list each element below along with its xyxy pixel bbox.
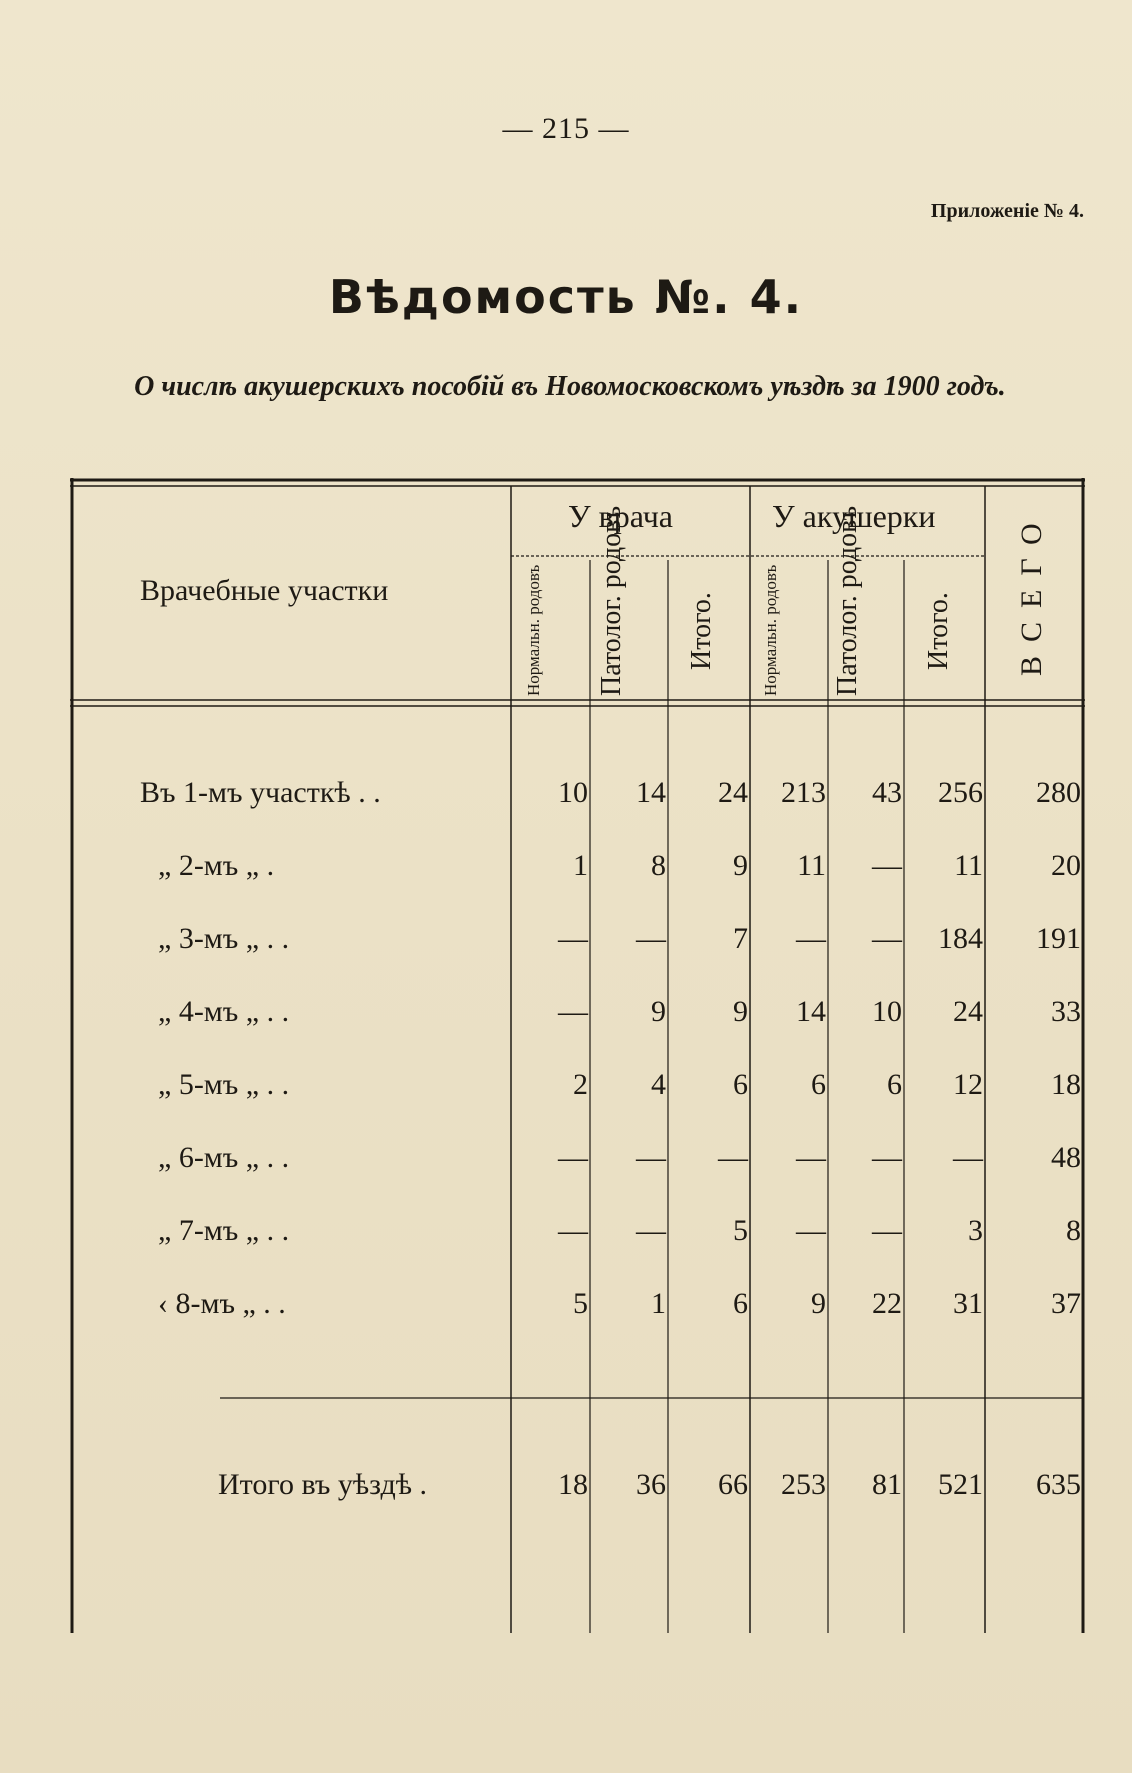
cell-doctor-pathol: — (636, 922, 666, 955)
midwife-pathol-header: Патолог. родовъ (832, 505, 863, 696)
cell-midwife-total: 31 (953, 1287, 983, 1320)
cell-doctor-normal: 5 (573, 1287, 588, 1320)
cell-midwife-normal: 213 (781, 776, 826, 809)
doctor-pathol-header: Патолог. родовъ (596, 505, 627, 696)
cell-midwife-normal: — (796, 1141, 826, 1174)
midwife-normal-header: Нормальн. родовъ (761, 564, 780, 696)
doctor-normal-header: Нормальн. родовъ (524, 564, 543, 696)
cell-total-all: 8 (1066, 1214, 1081, 1247)
cell-total-all: 191 (1036, 922, 1081, 955)
cell-midwife-total: — (953, 1141, 983, 1174)
cell-doctor-total: 5 (733, 1214, 748, 1247)
cell-total-all: 280 (1036, 776, 1081, 809)
cell-doctor-total: 24 (718, 776, 748, 809)
row-label: „ 3-мъ „ . . (158, 922, 290, 955)
cell-doctor-normal: — (558, 922, 588, 955)
cell-midwife-pathol: — (872, 849, 902, 882)
cell-midwife-normal: — (796, 1214, 826, 1247)
cell-doctor-total: 7 (733, 922, 748, 955)
cell-doctor-total: 6 (733, 1068, 748, 1101)
cell-midwife-pathol: 6 (887, 1068, 902, 1101)
cell-midwife-normal: — (796, 922, 826, 955)
cell-midwife-pathol: — (872, 1214, 902, 1247)
cell-doctor-pathol: 14 (636, 776, 666, 809)
cell-total-all: 48 (1051, 1141, 1081, 1174)
cell-doctor-normal: 10 (558, 776, 588, 809)
total-doctor-pathol: 36 (636, 1468, 666, 1501)
cell-doctor-normal: 2 (573, 1068, 588, 1101)
group-doctor-header: У врача (568, 498, 673, 534)
cell-doctor-normal: 1 (573, 849, 588, 882)
cell-doctor-pathol: — (636, 1214, 666, 1247)
total-doctor-normal: 18 (558, 1468, 588, 1501)
group-midwife-header: У акушерки (772, 498, 936, 534)
cell-total-all: 37 (1051, 1287, 1081, 1320)
appendix-label: Приложеніе № 4. (930, 200, 1084, 222)
cell-midwife-total: 24 (953, 995, 983, 1028)
cell-midwife-normal: 11 (797, 849, 826, 882)
total-midwife-total: 521 (938, 1468, 983, 1501)
document-subtitle: О числѣ акушерскихъ пособій въ Новомосковскомъ уѣздѣ за 1900 годъ. (134, 371, 1006, 402)
midwife-total-header: Итого. (923, 592, 954, 670)
cell-midwife-pathol: — (872, 1141, 902, 1174)
cell-doctor-pathol: 1 (651, 1287, 666, 1320)
cell-doctor-pathol: 8 (651, 849, 666, 882)
cell-total-all: 33 (1051, 995, 1081, 1028)
row-label: „ 7-мъ „ . . (158, 1214, 290, 1247)
total-doctor-total: 66 (718, 1468, 748, 1501)
doctor-total-header: Итого. (686, 592, 717, 670)
page-number: — 215 — (502, 112, 630, 145)
cell-midwife-normal: 6 (811, 1068, 826, 1101)
cell-total-all: 20 (1051, 849, 1081, 882)
cell-midwife-normal: 9 (811, 1287, 826, 1320)
cell-doctor-normal: — (558, 995, 588, 1028)
cell-midwife-total: 3 (968, 1214, 983, 1247)
document-title: Вѣдомость №. 4. (328, 270, 804, 324)
cell-doctor-total: 9 (733, 849, 748, 882)
row-label: ‹ 8-мъ „ . . (158, 1287, 286, 1320)
cell-midwife-pathol: — (872, 922, 902, 955)
total-midwife-pathol: 81 (872, 1468, 902, 1501)
cell-midwife-pathol: 22 (872, 1287, 902, 1320)
cell-doctor-normal: — (558, 1141, 588, 1174)
col-total-all-header: ВСЕГО (1015, 509, 1048, 677)
row-label: „ 5-мъ „ . . (158, 1068, 290, 1101)
row-label: Въ 1-мъ участкѣ . . (140, 776, 381, 809)
cell-doctor-pathol: 4 (651, 1068, 666, 1101)
cell-doctor-total: 9 (733, 995, 748, 1028)
row-label: „ 2-мъ „ . (158, 849, 275, 882)
cell-doctor-normal: — (558, 1214, 588, 1247)
cell-total-all: 18 (1051, 1068, 1081, 1101)
col-district-header: Врачебные участки (140, 574, 389, 607)
cell-midwife-total: 256 (938, 776, 983, 809)
total-row-label: Итого въ уѣздѣ . (218, 1468, 428, 1501)
cell-doctor-total: — (718, 1141, 748, 1174)
cell-doctor-pathol: — (636, 1141, 666, 1174)
cell-doctor-total: 6 (733, 1287, 748, 1320)
cell-midwife-total: 12 (953, 1068, 983, 1101)
cell-midwife-pathol: 43 (872, 776, 902, 809)
cell-doctor-pathol: 9 (651, 995, 666, 1028)
cell-midwife-total: 184 (938, 922, 983, 955)
total-all: 635 (1036, 1468, 1081, 1501)
total-midwife-normal: 253 (781, 1468, 826, 1501)
statistics-table (70, 478, 1085, 1638)
cell-midwife-normal: 14 (796, 995, 826, 1028)
row-label: „ 6-мъ „ . . (158, 1141, 290, 1174)
cell-midwife-total: 11 (954, 849, 983, 882)
cell-midwife-pathol: 10 (872, 995, 902, 1028)
row-label: „ 4-мъ „ . . (158, 995, 290, 1028)
